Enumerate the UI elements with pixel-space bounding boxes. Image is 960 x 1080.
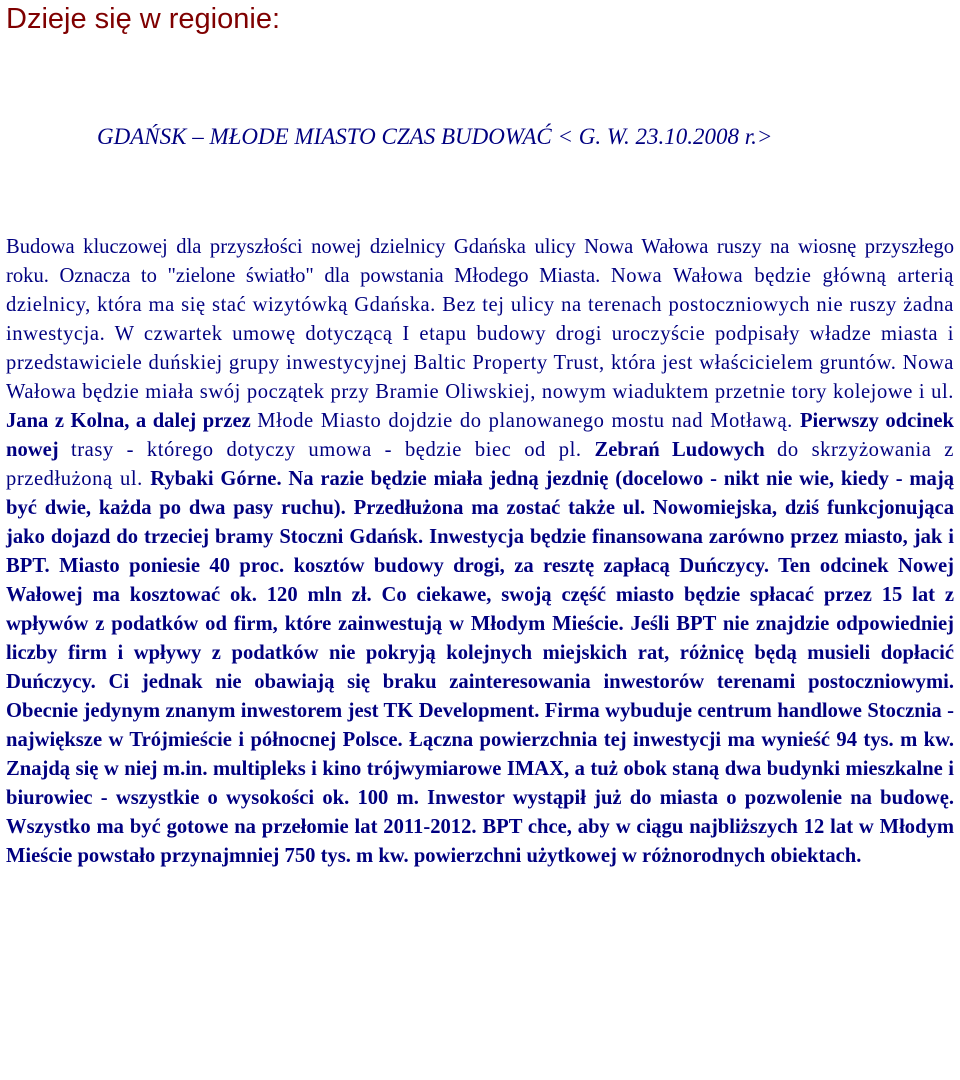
- article-text-segment: Pierwszy odcinek nowej: [6, 410, 955, 461]
- article-text-segment: Budowa kluczowej dla przyszłości nowej dzielnicy Gdańska ulicy Nowa Wałowa ruszy na wiosnę przyszłego roku. Oznacza to "zielone światło" dla powstania Młodego Miasta.: [6, 236, 954, 287]
- article-text-segment: do skrzyżowania z przedłużoną ul.: [6, 439, 954, 490]
- article-text-segment: Młode Miasto dojdzie do planowanego mostu nad Motławą.: [257, 410, 800, 432]
- article-text-segment: trasy - którego dotyczy umowa - będzie biec od pl.: [70, 439, 595, 461]
- article-body: [6, 233, 954, 871]
- article-text-segment: Nowa Wałowa będzie główną arterią dzielnicy, która ma się stać wizytówką Gdańska. Bez tej ulicy na terenach postoczniowych nie ruszy żadna inwestycja. W czwartek umowę dotyczącą I etapu budowy drogi uroczyście podpisały władze miasta i przedstawiciele duńskiej grupy inwestycyjnej Baltic Property Trust, która jest właścicielem gruntów. Nowa Wałowa będzie miała swój początek przy Bramie Oliwskiej, nowym wiaduktem przetnie tory kolejowe i ul.: [6, 265, 954, 403]
- article-text-segment: Jana z Kolna, a dalej przez: [6, 410, 258, 432]
- article-title: GDAŃSK – MŁODE MIASTO CZAS BUDOWAĆ < G. W. 23.10.2008 r.>: [97, 124, 773, 149]
- article-text-segment: Rybaki Górne.: [150, 468, 289, 490]
- article-text-segment: Na razie będzie miała jedną jezdnię (docelowo - nikt nie wie, kiedy - mają być dwie, każda po dwa pasy ruchu). Przedłużona ma zostać także ul. Nowomiejska, dziś funkcjonująca jako dojazd do trzeciej bramy Stoczni Gdańsk. Inwestycja będzie finansowana zarówno przez miasto, jak i BPT. Miasto poniesie 40 proc. kosztów budowy drogi, za resztę zapłacą Duńczycy. Ten odcinek Nowej Wałowej ma kosztować ok. 120 mln zł. Co ciekawe, swoją część miasto będzie spłacać przez 15 lat z wpływów z podatków od firm, które zainwestują w Młodym Mieście. Jeśli BPT nie znajdzie odpowiedniej liczby firm i wpływy z podatków nie pokryją kolejnych miejskich rat, różnicę będą musieli dopłacić Duńczycy. Ci jednak nie obawiają się braku zainteresowania inwestorów terenami postoczniowymi. Obecnie jedynym znanym inwestorem jest TK Development. Firma wybuduje centrum handlowe Stocznia - największe w Trójmieście i północnej Polsce. Łączna powierzchnia tej inwestycji ma wynieść 94 tys. m kw. Znajdą się w niej m.in. multipleks i kino trójwymiarowe IMAX, a tuż obok staną dwa budynki mieszkalne i biurowiec - wszystkie o wysokości ok. 100 m. Inwestor wystąpił już do miasta o pozwolenie na budowę. Wszystko ma być gotowe na przełomie lat 2011-2012. BPT chce, aby w ciągu najbliższych 12 lat w Młodym Mieście powstało przynajmniej 750 tys. m kw. powierzchni użytkowej w różnorodnych obiektach.: [6, 468, 954, 867]
- page-heading: Dzieje się w regionie:: [6, 3, 281, 35]
- article-text-segment: Zebrań Ludowych: [594, 439, 778, 461]
